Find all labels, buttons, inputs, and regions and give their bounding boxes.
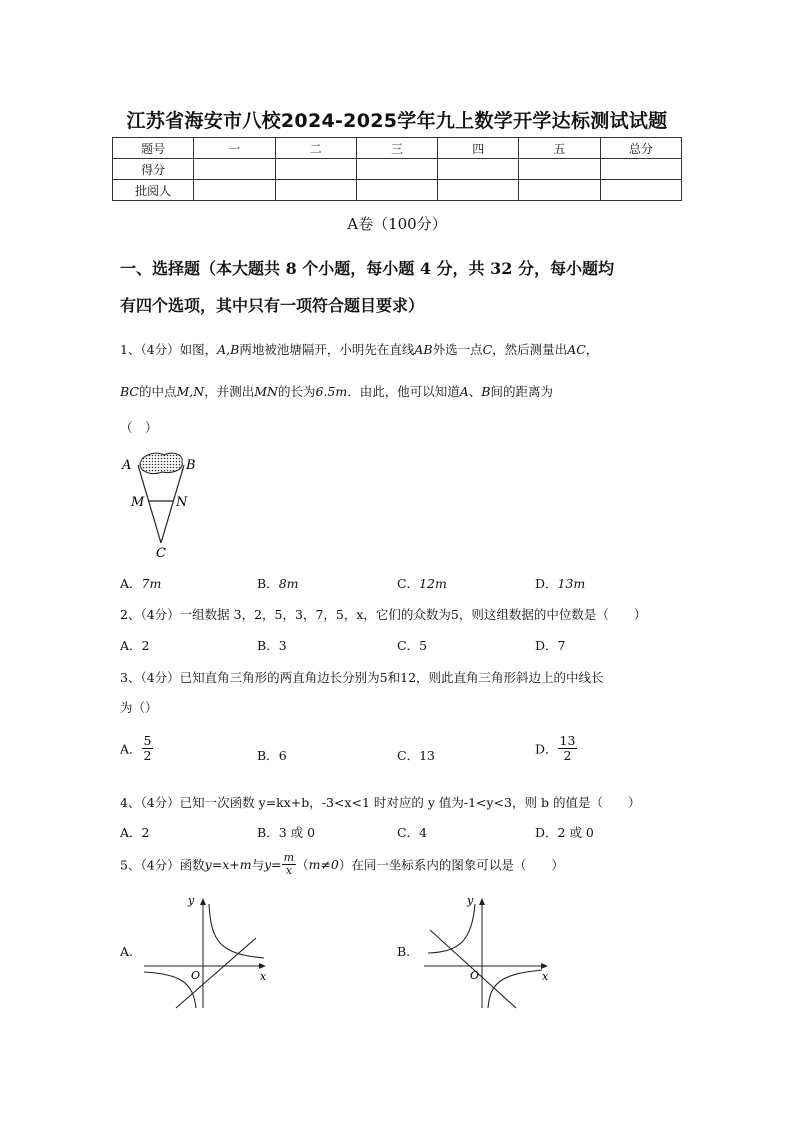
q1-math: C	[482, 342, 493, 357]
label-b: B	[186, 458, 196, 473]
question-1-line1	[120, 340, 598, 358]
table-cell: 一	[194, 138, 275, 159]
q1-math: AC	[567, 342, 586, 357]
q5-graph-a	[140, 890, 275, 1010]
x-axis-arrow	[541, 963, 548, 969]
score-input-cell	[519, 159, 600, 180]
fraction: $\frac{13}{2}$	[559, 733, 576, 763]
q1-text: ，	[585, 342, 599, 357]
score-input-cell	[356, 159, 437, 180]
table-cell: 得分	[113, 159, 194, 180]
q2-option-a: A．2	[120, 638, 150, 653]
q2-option-b: B．3	[257, 638, 287, 653]
score-input-cell	[438, 159, 519, 180]
table-cell: 三	[356, 138, 437, 159]
q3-option-b: B．6	[257, 748, 287, 763]
q1-text: 外选一点	[432, 342, 483, 357]
q1-text: 两地被池塘隔开，小明先在直线	[239, 342, 415, 357]
volume-title: A卷（100分）	[347, 215, 447, 233]
question-4: 4、（4分）已知一次函数 y=kx+b，-3<x<1 时对应的 y 值为-1<y<3，则 b 的值是（ ）	[120, 795, 641, 810]
q4-option-d: D．2 或 0	[535, 825, 594, 840]
svg-text:x: x	[260, 970, 267, 983]
question-1-paren: （ ）	[120, 420, 158, 435]
hyperbola-branch-1	[209, 904, 264, 958]
q3-option-c: C．13	[397, 748, 435, 763]
hyperbola-branch-1	[428, 904, 475, 953]
svg-text:y: y	[467, 894, 474, 907]
score-input-cell	[600, 180, 681, 201]
hyperbola-branch-2	[488, 970, 542, 1008]
q1-text: ．由此，他可以知道	[347, 384, 460, 399]
table-cell: 题号	[113, 138, 194, 159]
q1-text: 间的距离为	[490, 384, 553, 399]
svg-text:y: y	[188, 894, 195, 907]
q1-math: A	[459, 384, 469, 399]
table-cell: 四	[438, 138, 519, 159]
score-input-cell	[275, 180, 356, 201]
q4-option-c: C．4	[397, 825, 428, 840]
question-2: 2、（4分）一组数据 3，2，5，3，7，5，x，它们的众数为5，则这组数据的中位数是（ ）	[120, 607, 647, 622]
table-row	[113, 138, 682, 159]
score-input-cell	[600, 159, 681, 180]
q5-option-a-label: A.	[120, 944, 134, 959]
line-graph	[176, 938, 256, 1008]
q1-math: A,B	[217, 342, 240, 357]
q1-math: MN	[254, 384, 278, 399]
q1-text: 的长为	[277, 384, 316, 399]
question-3-line2: 为（）	[120, 700, 158, 715]
score-input-cell	[519, 180, 600, 201]
y-axis-arrow	[200, 898, 206, 905]
q2-option-c: C．5	[397, 638, 428, 653]
q1-math: B	[481, 384, 491, 399]
pond-shape	[140, 453, 182, 473]
line-graph	[430, 930, 516, 1008]
question-3-line1: 3、（4分）已知直角三角形的两直角边长分别为5和12，则此直角三角形斜边上的中线长	[120, 670, 604, 685]
q1-text: ，并测出	[204, 384, 255, 399]
pond-triangle-figure	[118, 448, 208, 560]
table-cell: 五	[519, 138, 600, 159]
q1-option-a: A．7m	[120, 576, 162, 591]
section-heading-line1: 一、选择题（本大题共 8 个小题，每小题 4 分，共 32 分，每小题均	[120, 259, 614, 278]
question-1-line2	[120, 382, 553, 400]
fraction: $\frac{5}{2}$	[143, 733, 152, 763]
score-input-cell	[438, 180, 519, 201]
x-axis-arrow	[259, 963, 266, 969]
page-title: 江苏省海安市八校2024-2025学年九上数学开学达标测试试题	[126, 110, 668, 132]
label-a: A	[122, 458, 132, 473]
score-input-cell	[194, 159, 275, 180]
svg-text:O: O	[470, 969, 480, 982]
score-input-cell	[194, 180, 275, 201]
q1-math: AB	[414, 342, 433, 357]
label-c: C	[156, 546, 166, 560]
table-cell: 批阅人	[113, 180, 194, 201]
score-table	[112, 137, 682, 201]
q1-option-c: C．12m	[397, 576, 447, 591]
q4-option-a: A．2	[120, 825, 150, 840]
score-input-cell	[356, 180, 437, 201]
q4-option-b: B．3 或 0	[257, 825, 316, 840]
table-row	[113, 180, 682, 201]
question-5: 5、（4分）函数y=x+m与y= $\frac{m}{x}$ （m≠0）在同一坐标系内的图象可以是（ ）	[120, 851, 564, 878]
section-heading-line2: 有四个选项，其中只有一项符合题目要求）	[120, 296, 425, 315]
q1-math: BC	[120, 384, 139, 399]
score-input-cell	[275, 159, 356, 180]
table-cell: 二	[275, 138, 356, 159]
q2-option-d: D．7	[535, 638, 566, 653]
hyperbola-branch-2	[144, 972, 196, 1008]
table-row	[113, 159, 682, 180]
q1-text: ，然后测量出	[492, 342, 568, 357]
q1-text: 、	[468, 384, 482, 399]
label-m: M	[131, 495, 145, 510]
y-axis-arrow	[479, 898, 485, 905]
label-n: N	[176, 495, 188, 510]
q1-option-b: B．8m	[257, 576, 299, 591]
svg-text:x: x	[542, 970, 549, 983]
fraction: $\frac{m}{x}$	[283, 851, 295, 878]
q1-option-d: D．13m	[535, 576, 586, 591]
q5-graph-b	[420, 890, 555, 1010]
q1-text: 的中点	[138, 384, 177, 399]
q1-math: M,N	[176, 384, 205, 399]
q5-option-b-label: B.	[397, 944, 411, 959]
svg-text:O: O	[191, 969, 201, 982]
q3-option-d: D． $\frac{13}{2}$	[535, 733, 576, 763]
q1-math: 6.5m	[315, 384, 348, 399]
table-cell: 总分	[600, 138, 681, 159]
q3-option-a: A． $\frac{5}{2}$	[120, 733, 152, 763]
q1-text: 1、（4分）如图，	[120, 342, 218, 357]
